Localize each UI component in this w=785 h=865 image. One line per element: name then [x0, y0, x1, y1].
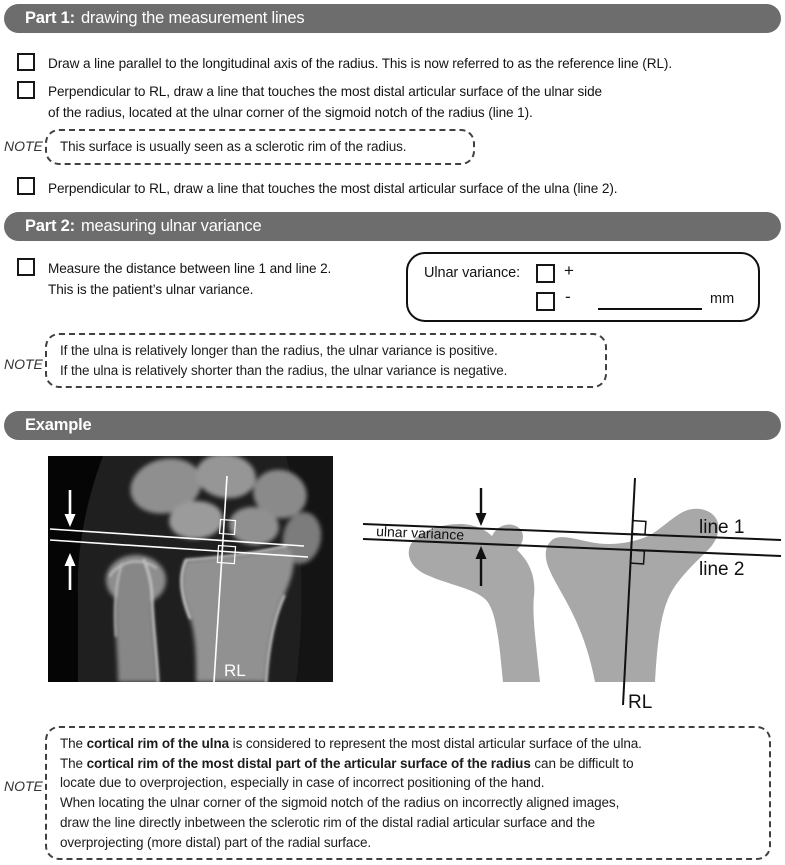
- example-header: [4, 411, 781, 440]
- variance-plus-checkbox[interactable]: [536, 264, 555, 283]
- note3-label: NOTE: [4, 778, 43, 794]
- note2-line2: If the ulna is relatively shorter than the radius, the ulnar variance is negative.: [60, 362, 508, 378]
- step4-line2: This is the patient’s ulnar variance.: [48, 281, 254, 297]
- step1-text: Draw a line parallel to the longitudinal axis of the radius. This is now referred to as the reference line (RL).: [48, 56, 673, 71]
- up-arrow-icon: [69, 564, 72, 590]
- millimetres-blank-field[interactable]: [598, 308, 702, 310]
- step2-text: [48, 82, 748, 123]
- note2-line1: If the ulna is relatively longer than the radius, the ulnar variance is positive.: [60, 343, 498, 358]
- note3-box: [45, 726, 771, 860]
- right-angle-mark: [632, 521, 646, 535]
- step2-line1: Perpendicular to RL, draw a line that touches the most distal articular surface of the ulnar side: [48, 84, 602, 99]
- note1-box: This surface is usually seen as a sclerotic rim of the radius.: [45, 129, 475, 165]
- note3-line2: The cortical rim of the most distal part of the articular surface of the radius can be difficult to: [60, 755, 634, 771]
- down-arrow-icon: [480, 488, 482, 515]
- step3-text: Perpendicular to RL, draw a line that touches the most distal articular surface of the ulna (line 2).: [48, 181, 618, 196]
- note3-line4: When locating the ulnar corner of the sigmoid notch of the radius on incorrectly aligned images,: [60, 795, 620, 811]
- down-arrow-head-icon: [476, 513, 487, 526]
- step3-checkbox[interactable]: [17, 177, 35, 195]
- bone-diagram: [363, 458, 785, 710]
- part1-header-number: Part 1:: [25, 9, 75, 27]
- part2-header: [4, 212, 781, 241]
- note3-line3: locate due to overprojection, especially in case of incorrect positioning of the hand.: [60, 775, 545, 791]
- note2-label: NOTE: [4, 356, 43, 372]
- millimetres-unit-label: mm: [710, 291, 735, 307]
- part1-header: [4, 4, 781, 33]
- note1-label: NOTE: [4, 138, 43, 154]
- ulnar-variance-diagram-label: ulnar variance: [375, 523, 465, 543]
- variance-minus-checkbox[interactable]: [536, 292, 555, 311]
- example-header-title: Example: [25, 416, 92, 434]
- ulnar-variance-answer-box: [406, 252, 760, 322]
- part2-header-title: measuring ulnar variance: [80, 217, 262, 235]
- note3-line1: The cortical rim of the ulna is considered to represent the most distal articular surface of the ulna.: [60, 736, 642, 751]
- note2-box: [45, 333, 607, 388]
- step4-line1: Measure the distance between line 1 and line 2.: [48, 261, 332, 276]
- ulna-silhouette: [409, 524, 540, 682]
- plus-sign-label: +: [564, 261, 574, 280]
- xray-image: [48, 456, 333, 682]
- down-arrow-icon: [69, 490, 72, 516]
- step2-line2: of the radius, located at the ulnar corner of the sigmoid notch of the radius (line 1).: [48, 104, 533, 120]
- note3-line5: draw the line directly inbetween the sclerotic rim of the distal radial articular surface and the: [60, 814, 596, 830]
- note3-line6: overprojecting (more distal) part of the radial surface.: [60, 834, 372, 850]
- ulnar-variance-label: Ulnar variance:: [424, 265, 521, 281]
- part1-header-title: drawing the measurement lines: [80, 9, 305, 27]
- xray-rl-label: RL: [224, 661, 246, 680]
- diagram-rl-label: RL: [628, 692, 653, 710]
- diagram-figure: [363, 458, 785, 710]
- step1-checkbox[interactable]: [17, 53, 35, 71]
- line2-label: line 2: [699, 559, 745, 580]
- xray-figure: [48, 456, 333, 682]
- line1-label: line 1: [699, 517, 745, 538]
- part2-header-number: Part 2:: [25, 217, 75, 235]
- step2-checkbox[interactable]: [17, 81, 35, 99]
- step4-text: [48, 259, 388, 300]
- minus-sign-label: -: [565, 287, 571, 306]
- step4-checkbox[interactable]: [17, 258, 35, 276]
- up-arrow-icon: [480, 559, 482, 586]
